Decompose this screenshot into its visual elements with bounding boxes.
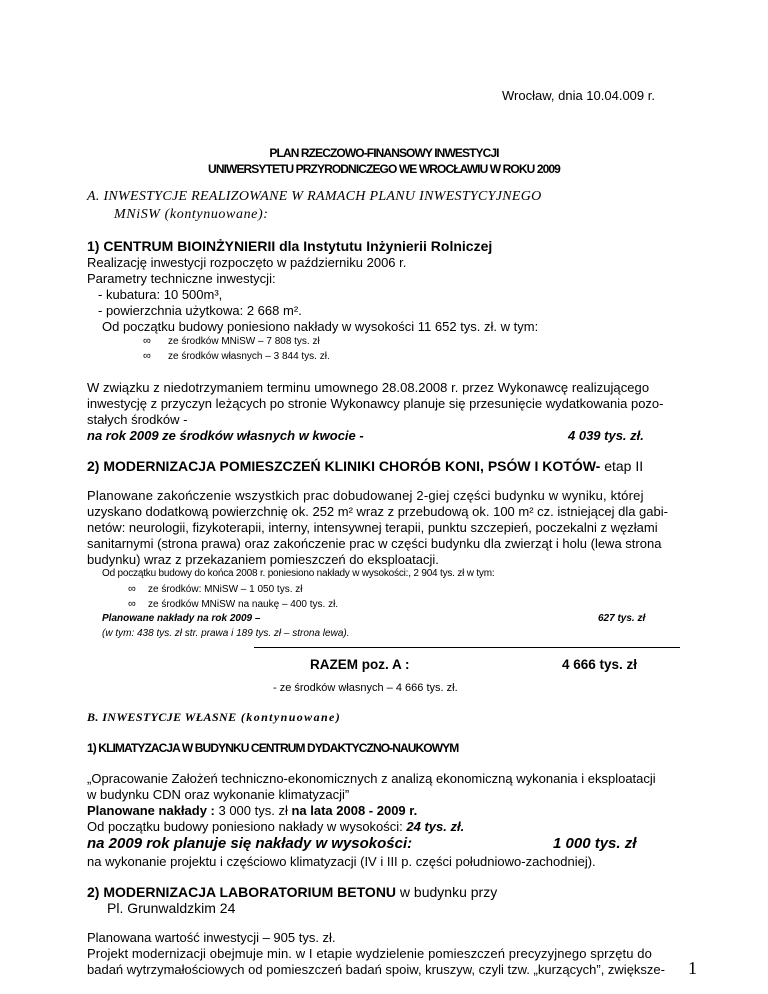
item-b1-line4-row bbox=[87, 819, 464, 834]
item-b1-line3-label: Planowane nakłady : bbox=[87, 803, 215, 818]
item-a1-para-3: stałych środków - bbox=[87, 412, 188, 427]
title-line-2: UNIWERSYTETU PRZYRODNICZEGO WE WROCŁAWIU W ROKU 2009 bbox=[208, 162, 560, 176]
item-a2-plan-note: (w tym: 438 tys. zł str. prawa i 189 tys. zł – strona lewa). bbox=[102, 628, 350, 639]
item-a1-bullet-1: ze środków MNiSW – 7 808 tys. zł bbox=[168, 336, 320, 347]
section-a-heading-1: A. INWESTYCJE REALIZOWANE W RAMACH PLANU INWESTYCYJNEGO bbox=[87, 189, 542, 204]
item-a2-para-3: netów: neurologii, fizykoterapii, interny, intensywnej terapii, punktu szczepień, poczekalni z węzłami bbox=[87, 520, 658, 535]
item-b1-line3-row bbox=[87, 803, 417, 818]
item-a1-title: 1) CENTRUM BIOINŻYNIERII dla Instytutu Inżynierii Rolniczej bbox=[87, 238, 493, 254]
item-b2-line1: Planowana wartość inwestycji – 905 tys. zł. bbox=[87, 930, 336, 945]
item-b2-para-1: Projekt modernizacji obejmuje min. w I etapie wydzielenie pomieszczeń precyzyjnego sprzętu do bbox=[87, 946, 652, 961]
item-a2-plan-value: 627 tys. zł bbox=[598, 613, 646, 624]
date-line: Wrocław, dnia 10.04.009 r. bbox=[502, 88, 655, 103]
item-b1-line4: Od początku budowy poniesiono nakłady w wysokości: bbox=[87, 819, 407, 834]
title-line-1: PLAN RZECZOWO-FINANSOWY INWESTYCJI bbox=[269, 146, 499, 160]
item-b1-plan-label: na 2009 rok planuje się nakłady w wysokości: bbox=[87, 835, 413, 852]
item-a1-para-2: inwestycję z przyczyn leżących po stronie Wykonawcy planuje się przesunięcie wydatkowania pozo- bbox=[87, 396, 664, 411]
section-b-heading: B. INWESTYCJE WŁASNE bbox=[87, 710, 237, 724]
section-b-heading-row bbox=[87, 710, 341, 725]
bullet-icon: ∞ bbox=[143, 335, 151, 347]
item-a1-plan-label: na rok 2009 ze środków własnych w kwocie - bbox=[87, 428, 364, 443]
item-a1-line4: - powierzchnia użytkowa: 2 668 m². bbox=[98, 303, 302, 318]
item-a2-title-row bbox=[87, 458, 643, 474]
section-b-heading-suffix: (kontynuowane) bbox=[236, 710, 342, 724]
item-a2-para-2: uzyskano dodatkową powierzchnię ok. 252 m² wraz z przebudową ok. 100 m² cz. istniejącej dla gabi- bbox=[87, 504, 668, 519]
item-b2-para-2: badań wytrzymałościowych od pomieszczeń badań spoiw, kruszyw, czyli tzw. „kurzących”, zwiększe- bbox=[87, 962, 665, 977]
item-a1-bullet-2: ze środków własnych – 3 844 tys. zł. bbox=[168, 351, 330, 362]
item-a1-plan-value: 4 039 tys. zł. bbox=[568, 428, 644, 443]
total-value: 4 666 tys. zł bbox=[562, 657, 638, 672]
item-a2-para-4: sanitarnymi (strona prawa) oraz zakończenie prac w części budynku dla zwierząt i holu (lewa strona bbox=[87, 536, 662, 551]
item-a2-bullet-2: ze środków MNiSW na naukę – 400 tys. zł. bbox=[148, 599, 339, 610]
section-a-heading-2: MNiSW (kontynuowane): bbox=[114, 207, 269, 222]
total-divider bbox=[254, 647, 680, 648]
item-a2-title-suffix: etap II bbox=[600, 458, 644, 474]
item-a1-line1: Realizację inwestycji rozpoczęto w październiku 2006 r. bbox=[87, 255, 407, 270]
item-b1-plan-value: 1 000 tys. zł bbox=[553, 835, 637, 852]
page-number: 1 bbox=[688, 958, 697, 978]
item-a2-costs-line: Od początku budowy do końca 2008 r. poniesiono nakłady w wysokości:, 2 904 tys. zł w tym: bbox=[102, 568, 495, 579]
item-b2-title: 2) MODERNIZACJA LABORATORIUM BETONU bbox=[87, 884, 397, 900]
item-b1-line1: „Opracowanie Założeń techniczno-ekonomicznych z analizą ekonomiczną wykonania i eksploatacji bbox=[87, 771, 656, 786]
item-b1-plan-note: na wykonanie projektu i częściowo klimatyzacji (IV i III p. części południowo-zachodniej). bbox=[87, 854, 596, 869]
item-a2-bullet-1: ze środków: MNiSW – 1 050 tys. zł bbox=[148, 584, 303, 595]
item-b1-line3-years: na lata 2008 - 2009 r. bbox=[291, 803, 418, 818]
item-a1-line5: Od początku budowy poniesiono nakłady w wysokości 11 652 tys. zł. w tym: bbox=[102, 319, 539, 334]
item-a1-line3: - kubatura: 10 500m³, bbox=[98, 287, 223, 302]
item-a2-title: 2) MODERNIZACJA POMIESZCZEŃ KLINIKI CHORÓB KONI, PSÓW I KOTÓW- bbox=[87, 458, 601, 474]
item-b1-line4-value: 24 tys. zł. bbox=[406, 819, 465, 834]
bullet-icon: ∞ bbox=[128, 598, 136, 610]
item-b2-title-line2: Pl. Grunwaldzkim 24 bbox=[107, 900, 236, 916]
item-a1-para-1: W związku z niedotrzymaniem terminu umownego 28.08.2008 r. przez Wykonawcę realizującego bbox=[87, 380, 650, 395]
item-b1-line3-value: 3 000 tys. zł bbox=[214, 803, 292, 818]
total-label: RAZEM poz. A : bbox=[310, 657, 410, 672]
item-a2-plan-label: Planowane nakłady na rok 2009 – bbox=[102, 613, 261, 624]
item-a2-para-1: Planowane zakończenie wszystkich prac dobudowanej 2-giej części budynku w wyniku, której bbox=[87, 488, 644, 503]
item-a2-para-5: budynku) wraz z przekazaniem pomieszczeń do eksploatacji. bbox=[87, 552, 439, 567]
item-b2-title-row bbox=[87, 884, 497, 900]
item-b1-line2: w budynku CDN oraz wykonanie klimatyzacji” bbox=[87, 787, 350, 802]
item-b2-title-suffix: w budynku przy bbox=[396, 884, 498, 900]
bullet-icon: ∞ bbox=[128, 583, 136, 595]
item-a1-line2: Parametry techniczne inwestycji: bbox=[87, 271, 276, 286]
item-b1-title: 1) KLIMATYZACJA W BUDYNKU CENTRUM DYDAKTYCZNO-NAUKOWYM bbox=[87, 741, 459, 755]
bullet-icon: ∞ bbox=[143, 350, 151, 362]
total-note: - ze środków własnych – 4 666 tys. zł. bbox=[273, 682, 458, 694]
